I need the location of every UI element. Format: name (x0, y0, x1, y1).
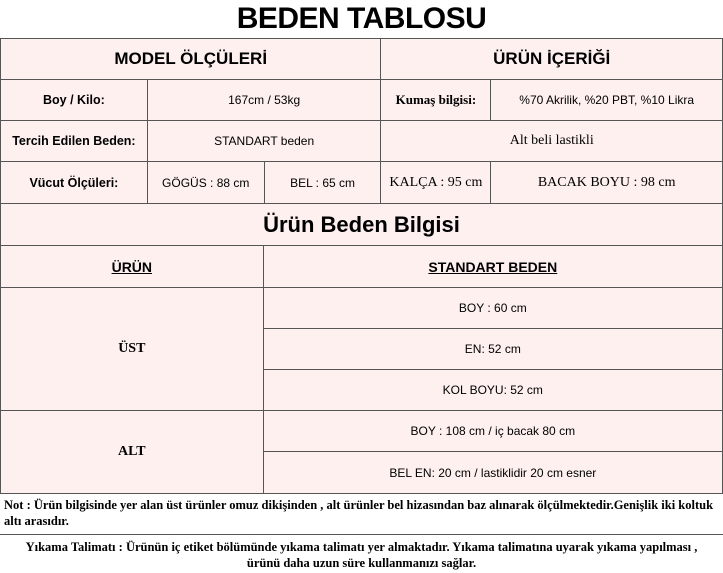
model-section-header: MODEL ÖLÇÜLERİ (1, 39, 381, 80)
bottom-length-row: BOY : 108 cm / iç bacak 80 cm (263, 411, 722, 452)
height-weight-label: Boy / Kilo: (1, 80, 148, 121)
preferred-size-label: Tercih Edilen Beden: (1, 121, 148, 162)
body-measurements-label: Vücut Ölçüleri: (1, 162, 148, 204)
top-garment-label: ÜST (1, 288, 264, 411)
page-title: BEDEN TABLOSU (0, 0, 723, 38)
top-sleeve-row: KOL BOYU: 52 cm (263, 370, 722, 411)
product-size-title: Ürün Beden Bilgisi (1, 204, 723, 246)
height-weight-value: 167cm / 53kg (147, 80, 381, 121)
product-column-header: ÜRÜN (1, 246, 264, 288)
top-length-row: BOY : 60 cm (263, 288, 722, 329)
chest-measurement: GÖGÜS : 88 cm (147, 162, 264, 204)
top-width-row: EN: 52 cm (263, 329, 722, 370)
size-column-header: STANDART BEDEN (263, 246, 722, 288)
bottom-waist-row: BEL EN: 20 cm / lastiklidir 20 cm esner (263, 452, 722, 494)
preferred-size-value: STANDART beden (147, 121, 381, 162)
bottom-garment-label: ALT (1, 411, 264, 494)
product-size-table (0, 203, 723, 494)
leg-length-measurement: BACAK BOYU : 98 cm (491, 162, 723, 204)
washing-instructions: Yıkama Talimatı : Ürünün iç etiket bölümünde yıkama talimatı yer almaktadır. Yıkama talimatına uyarak yıkama yapılması , ürünü daha uzun süre kullanmanızı sağlar. (0, 534, 723, 573)
fabric-label: Kumaş bilgisi: (381, 80, 491, 121)
hip-measurement: KALÇA : 95 cm (381, 162, 491, 204)
waist-elastic-note: Alt beli lastikli (381, 121, 723, 162)
product-section-header: ÜRÜN İÇERİĞİ (381, 39, 723, 80)
model-product-table (0, 38, 723, 204)
measurement-note: Not : Ürün bilgisinde yer alan üst ürünler omuz dikişinden , alt ürünler bel hizasından baz alınarak ölçülmektedir.Genişlik iki koltuk altı arasıdır. (0, 494, 723, 534)
waist-measurement: BEL : 65 cm (264, 162, 381, 204)
fabric-value: %70 Akrilik, %20 PBT, %10 Likra (491, 80, 723, 121)
